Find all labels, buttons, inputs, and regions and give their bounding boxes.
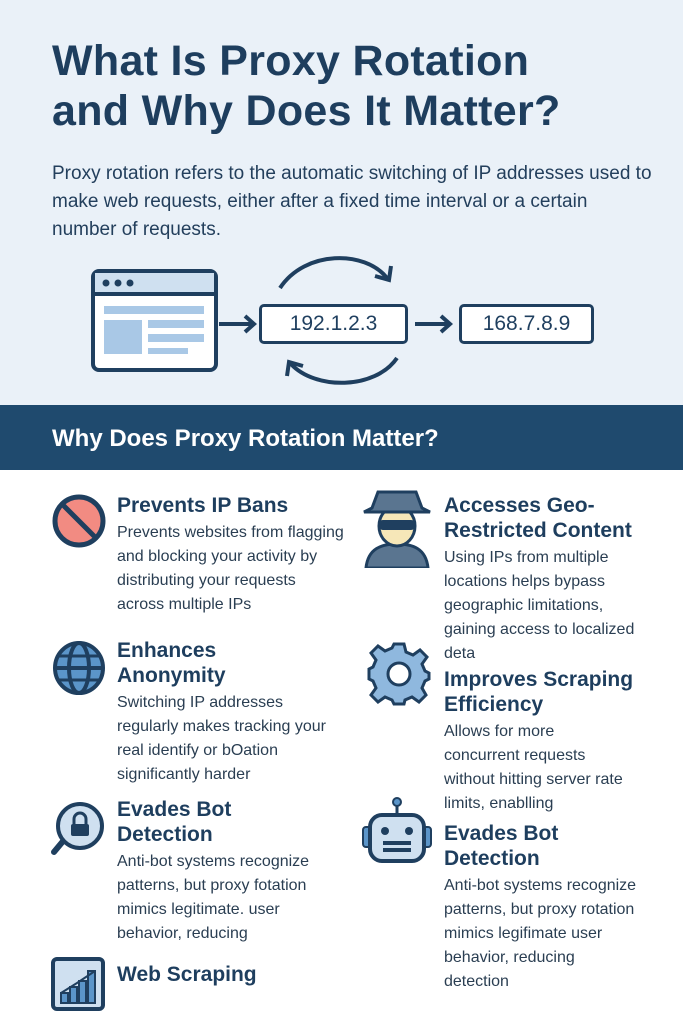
benefit-title: Improves Scraping Efficiency (444, 668, 634, 716)
benefit-prevents-ip-bans (117, 493, 347, 617)
robot-icon (361, 797, 433, 863)
benefit-description: Allows for more concurrent requests without hitting server rate limits, enablling (444, 723, 623, 812)
lock-search-icon (50, 800, 106, 858)
ip-address-box-2: 168.7.8.9 (459, 304, 594, 344)
section-heading: Why Does Proxy Rotation Matter? (52, 425, 439, 452)
benefit-title: Web Scraping (117, 963, 257, 986)
globe-icon (52, 640, 106, 696)
spy-icon (362, 490, 432, 568)
benefit-description: Anti-bot systems recognize patterns, but proxy rotation mimics legifimate user behavior, reducing detection (444, 877, 637, 990)
benefit-web-scraping (117, 962, 342, 987)
header-section (0, 0, 683, 405)
benefit-title: Evades Bot Detection (117, 798, 232, 846)
intro-text: Proxy rotation refers to the automatic switching of IP addresses used to make web requests, either after a fixed time interval or a certain number of requests. (52, 163, 652, 240)
benefit-enhances-anonymity (117, 638, 342, 787)
gear-icon (367, 642, 431, 706)
benefit-evades-bot-detection-left (117, 797, 342, 946)
ban-icon (52, 494, 106, 548)
benefit-title: Accesses Geo-Restricted Content (444, 494, 632, 542)
benefit-description: Using IPs from multiple locations helps bypass geographic limitations, gaining access to localized deta (444, 549, 635, 662)
benefit-description: Anti-bot systems recognize patterns, but proxy fotation mimics legitimate. user behavior, reducing (117, 853, 310, 942)
ip-address-box-1: 192.1.2.3 (259, 304, 408, 344)
benefit-title: Prevents IP Bans (117, 494, 289, 517)
browser-window-icon (90, 268, 220, 374)
benefit-scraping-efficiency (444, 667, 649, 816)
page-title (52, 36, 561, 136)
benefit-title: Enhances Anonymity (117, 639, 226, 687)
benefit-description: Switching IP addresses regularly makes tracking your real identify or bOation significantly harder (117, 694, 326, 783)
title-line-1: What Is Proxy Rotation (52, 37, 530, 85)
benefit-title: Evades Bot Detection (444, 822, 559, 870)
chart-icon (51, 957, 105, 1011)
benefit-evades-bot-detection-right (444, 821, 649, 994)
benefit-geo-restricted (444, 493, 654, 666)
title-line-2: and Why Does It Matter? (52, 87, 561, 135)
section-banner (0, 405, 683, 470)
benefit-description: Prevents websites from flagging and blocking your activity by distributing your requests across multiple IPs (117, 524, 344, 613)
